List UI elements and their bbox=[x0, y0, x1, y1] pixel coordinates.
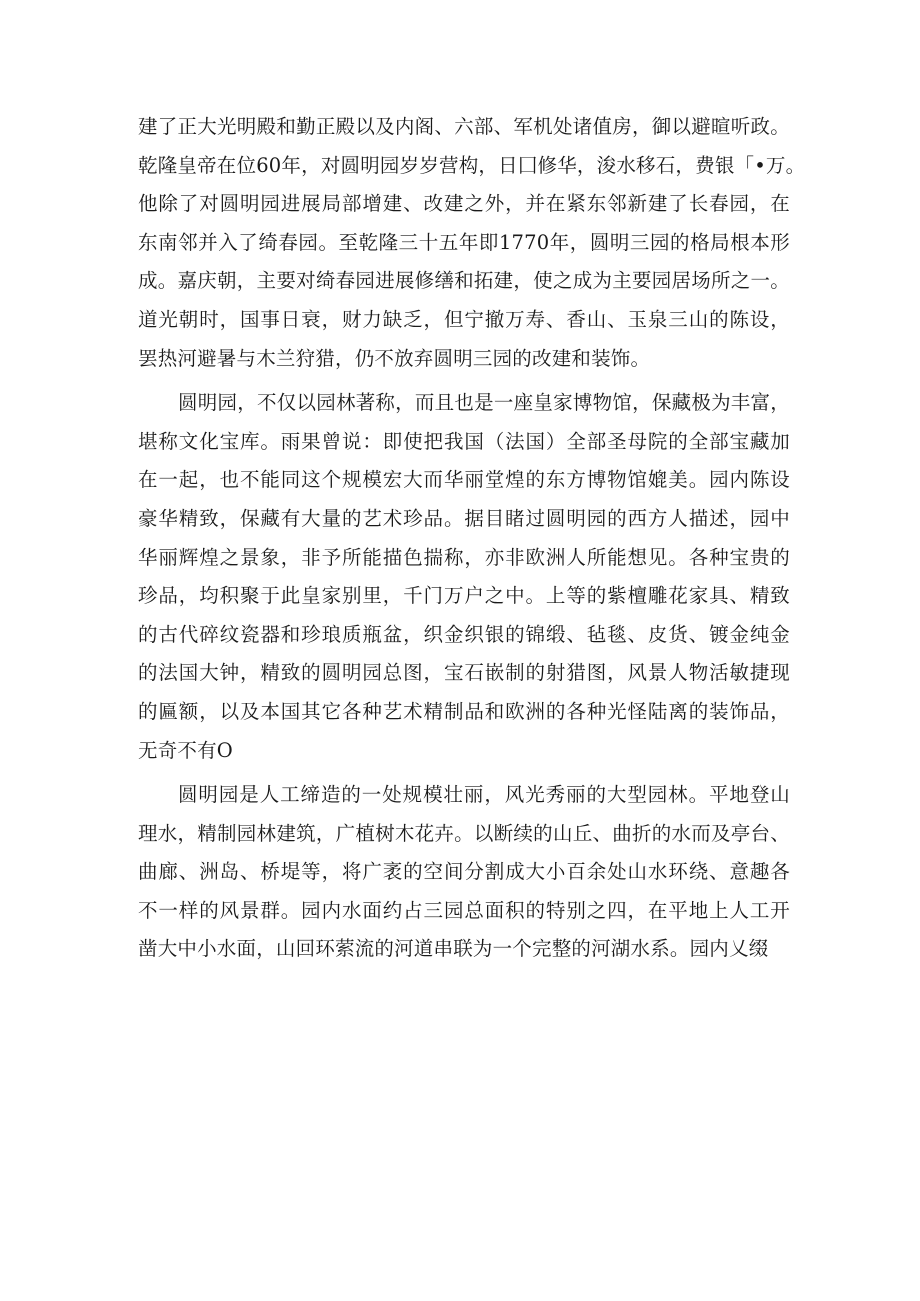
text-line: 圆明园，不仅以园林著称，而且也是一座皇家博物馆，保藏极为丰富， bbox=[178, 391, 790, 415]
text-line: 曲廊、洲岛、桥堤等，将广袤的空间分割成大小百余处山水环绕、意趣各 bbox=[138, 860, 790, 884]
text-line: 成。嘉庆朝，主要对绮春园进展修缮和拓建，使之成为主要园居场所之一。 bbox=[138, 269, 790, 293]
text-line: 建了正大光明殿和勤正殿以及内阁、六部、军机处诸值房，御以避暄听政。 bbox=[138, 115, 790, 138]
text-line: 他除了对圆明园进展局部增建、改建之外，并在紧东邻新建了长春园，在 bbox=[138, 192, 790, 216]
text-line: 无奇不有O bbox=[138, 738, 233, 762]
text-line: 的古代碎纹瓷器和珍琅质瓶盆，织金织银的锦缎、毡毯、皮货、镀金纯金 bbox=[138, 622, 790, 646]
text-line: 东南邻并入了绮春园。至乾隆三十五年即1770年，圆明三园的格局根本形 bbox=[138, 230, 790, 254]
text-line: 珍品，均积聚于此皇家别里，千门万户之中。上等的紫檀雕花家具、精致 bbox=[138, 584, 790, 608]
text-line: 凿大中小水面，山回环萦流的河道串联为一个完整的河湖水系。园内乂缀 bbox=[138, 937, 769, 961]
text-line: 豪华精致，保藏有大量的艺术珍品。据目睹过圆明园的西方人描述，园中 bbox=[138, 506, 790, 530]
text-line: 堪称文化宝库。雨果曾说：即使把我国（法国）全部圣母院的全部宝藏加 bbox=[138, 429, 790, 453]
text-line: 道光朝时，国事日衰，财力缺乏，但宁撤万寿、香山、玉泉三山的陈设， bbox=[138, 307, 790, 331]
text-line: 罢热河避暑与木兰狩猎，仍不放弃圆明三园的改建和装饰。 bbox=[138, 346, 651, 370]
text-line: 的法国大钟，精致的圆明园总图，宝石嵌制的射猎图，风景人物活敏捷现 bbox=[138, 661, 790, 685]
text-line: 华丽辉煌之景象，非予所能描色揣称，亦非欧洲人所能想见。各种宝贵的 bbox=[138, 545, 790, 569]
body-text bbox=[138, 108, 806, 969]
paragraph bbox=[138, 108, 806, 378]
text-line: 在一起，也不能同这个规模宏大而华丽堂煌的东方博物馆媲美。园内陈设 bbox=[138, 468, 790, 492]
text-line: 不一样的风景群。园内水面约占三园总面积的特别之四，在平地上人工开 bbox=[138, 898, 790, 922]
text-line: 理水，精制园林建筑，广植树木花卉。以断续的山丘、曲折的水而及亭台、 bbox=[138, 821, 790, 845]
text-line: 圆明园是人工缔造的一处规模壮丽，风光秀丽的大型园林。平地登山 bbox=[178, 783, 790, 807]
paragraph bbox=[138, 384, 790, 770]
text-line: 的匾额，以及本国其它各种艺术精制品和欧洲的各种光怪陆离的装饰品， bbox=[138, 699, 790, 723]
text-line: 乾隆皇帝在位60年，对圆明园岁岁营构，日囗修华，浚水移石，费银「•万。 bbox=[138, 153, 806, 177]
paragraph bbox=[138, 776, 790, 969]
